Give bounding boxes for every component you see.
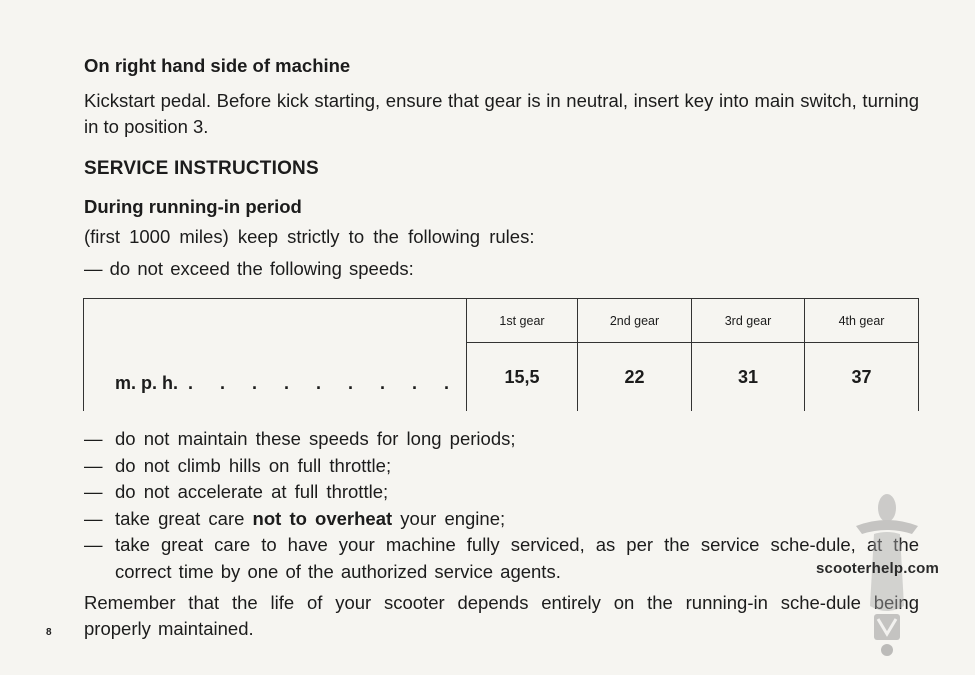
rule-text: do not maintain these speeds for long periods; — [115, 428, 516, 449]
service-instructions-heading: SERVICE INSTRUCTIONS — [84, 158, 319, 179]
rule-text-pre: take great care — [115, 507, 253, 529]
page-number: 8 — [46, 627, 52, 638]
list-item — [84, 426, 919, 453]
speed-unit-label: m. p. h. — [115, 373, 178, 393]
list-item — [84, 453, 919, 480]
gear-speed-value: 22 — [577, 343, 691, 411]
remember-paragraph: Remember that the life of your scooter depends entirely on the running-in sche-dule being properly maintained. — [84, 592, 919, 639]
first-miles-text: (first 1000 miles) keep strictly to the following rules: — [84, 226, 535, 247]
dash-bullet: — — [84, 428, 103, 449]
list-item — [84, 532, 919, 585]
gear-header: 1st gear — [466, 299, 577, 343]
running-in-rules-list — [84, 426, 919, 585]
gear-speed-value: 37 — [804, 343, 918, 411]
gear-header: 3rd gear — [691, 299, 804, 343]
list-item — [84, 506, 919, 533]
dash-bullet: — — [84, 481, 103, 502]
speed-table — [83, 298, 919, 411]
rule-text: do not climb hills on full throttle; — [115, 454, 392, 476]
gear-speed-value: 31 — [691, 343, 804, 411]
leader-dots: . . . . . . . . . — [188, 373, 461, 393]
gear-header: 2nd gear — [577, 299, 691, 343]
gear-speed-value: 15,5 — [466, 343, 577, 411]
watermark-text: scooterhelp.com — [816, 560, 940, 577]
dash-bullet: — — [84, 454, 103, 476]
kickstart-paragraph: Kickstart pedal. Before kick starting, ensure that gear is in neutral, insert key into main switch, turning in to position 3. — [84, 90, 919, 137]
list-item — [84, 479, 919, 506]
gear-header: 4th gear — [804, 299, 918, 343]
running-in-heading: During running-in period — [84, 196, 302, 217]
dash-bullet: — — [84, 534, 103, 555]
exceed-speeds-text: — do not exceed the following speeds: — [84, 258, 414, 279]
rule-text-emphasis: not to overheat — [252, 507, 393, 529]
dash-bullet: — — [84, 507, 103, 529]
rule-text: do not accelerate at full throttle; — [115, 481, 389, 502]
section-heading-right-side: On right hand side of machine — [84, 55, 351, 76]
rule-text-post: your engine; — [392, 507, 506, 529]
rule-text: take great care to have your machine fully serviced, as per the service sche-dule, at the correct time by one of the authorized service agents. — [115, 534, 919, 582]
